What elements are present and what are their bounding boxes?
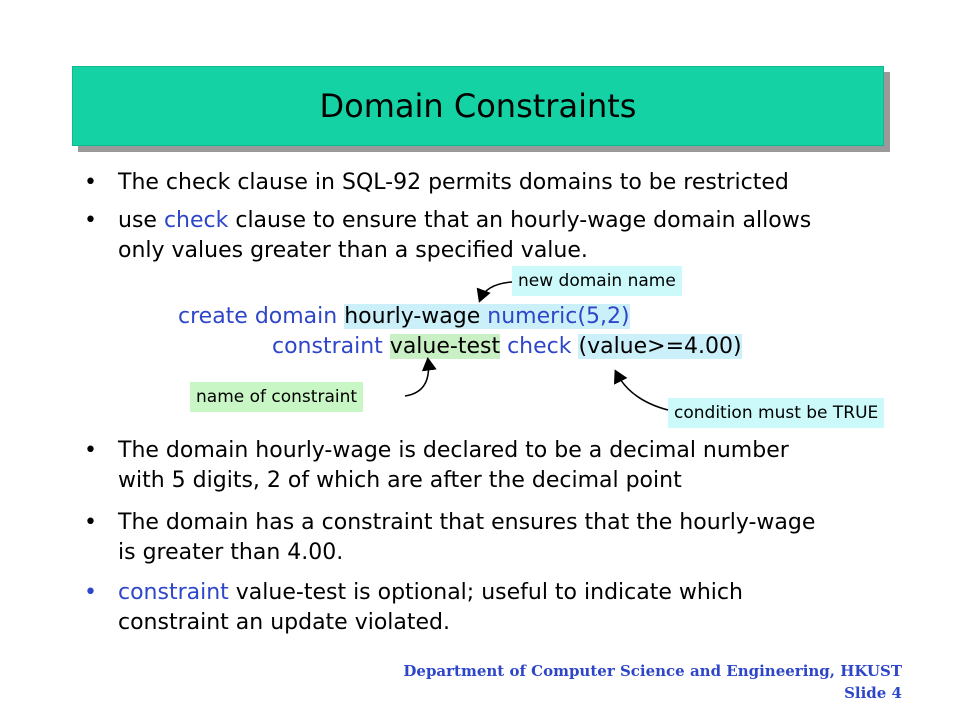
arrow-to-condition xyxy=(616,372,668,410)
bullet-3-line-1: The domain hourly-wage is declared to be a decimal number xyxy=(118,438,789,463)
annotation-new-domain-name: new domain name xyxy=(512,266,682,296)
arrow-to-constraint-name xyxy=(405,360,429,396)
bullet-dot: • xyxy=(84,170,97,195)
slide-footer xyxy=(403,660,902,704)
bullet-4-line-2: is greater than 4.00. xyxy=(118,540,344,565)
code-constraint-keyword: constraint xyxy=(272,334,390,359)
bullet-5-line-1: value-test is optional; useful to indicate which xyxy=(228,580,743,605)
bullet-1-line-1: The check clause in SQL-92 permits domains to be restricted xyxy=(118,170,789,195)
bullet-4-line-1: The domain has a constraint that ensures that the hourly-wage xyxy=(118,510,816,535)
annotation-constraint-name: name of constraint xyxy=(190,382,363,412)
bullet-2-prefix: use xyxy=(118,208,164,233)
bullet-dot: • xyxy=(84,580,97,605)
bullet-dot: • xyxy=(84,438,97,463)
slide-title: Domain Constraints xyxy=(319,87,637,125)
bullet-5-line-2: constraint an update violated. xyxy=(118,610,451,635)
code-check-keyword: check xyxy=(500,334,579,359)
bullet-dot: • xyxy=(84,510,97,535)
annotation-condition: condition must be TRUE xyxy=(668,398,884,428)
bullet-2-line-2: only values greater than a specified value. xyxy=(118,238,588,263)
code-condition: (value>=4.00) xyxy=(578,334,742,359)
footer-slide-number: Slide 4 xyxy=(844,684,902,702)
bullet-dot: • xyxy=(84,208,97,233)
keyword-check: check xyxy=(163,208,229,233)
bullet-text-3 xyxy=(118,436,878,496)
code-constraint-name: value-test xyxy=(389,334,501,359)
bullet-text-5 xyxy=(118,578,878,638)
code-create-domain: create domain xyxy=(178,304,345,329)
arrow-to-domain-name xyxy=(480,282,512,300)
bullet-text-4 xyxy=(118,508,878,568)
code-numeric-type: numeric(5,2) xyxy=(480,304,630,329)
keyword-constraint: constraint xyxy=(118,580,229,605)
bullet-2-line-1: clause to ensure that an hourly-wage domain allows xyxy=(228,208,812,233)
code-domain-name: hourly-wage xyxy=(344,304,481,329)
footer-department: Department of Computer Science and Engineering, HKUST xyxy=(403,662,902,680)
bullet-3-line-2: with 5 digits, 2 of which are after the decimal point xyxy=(118,468,682,493)
